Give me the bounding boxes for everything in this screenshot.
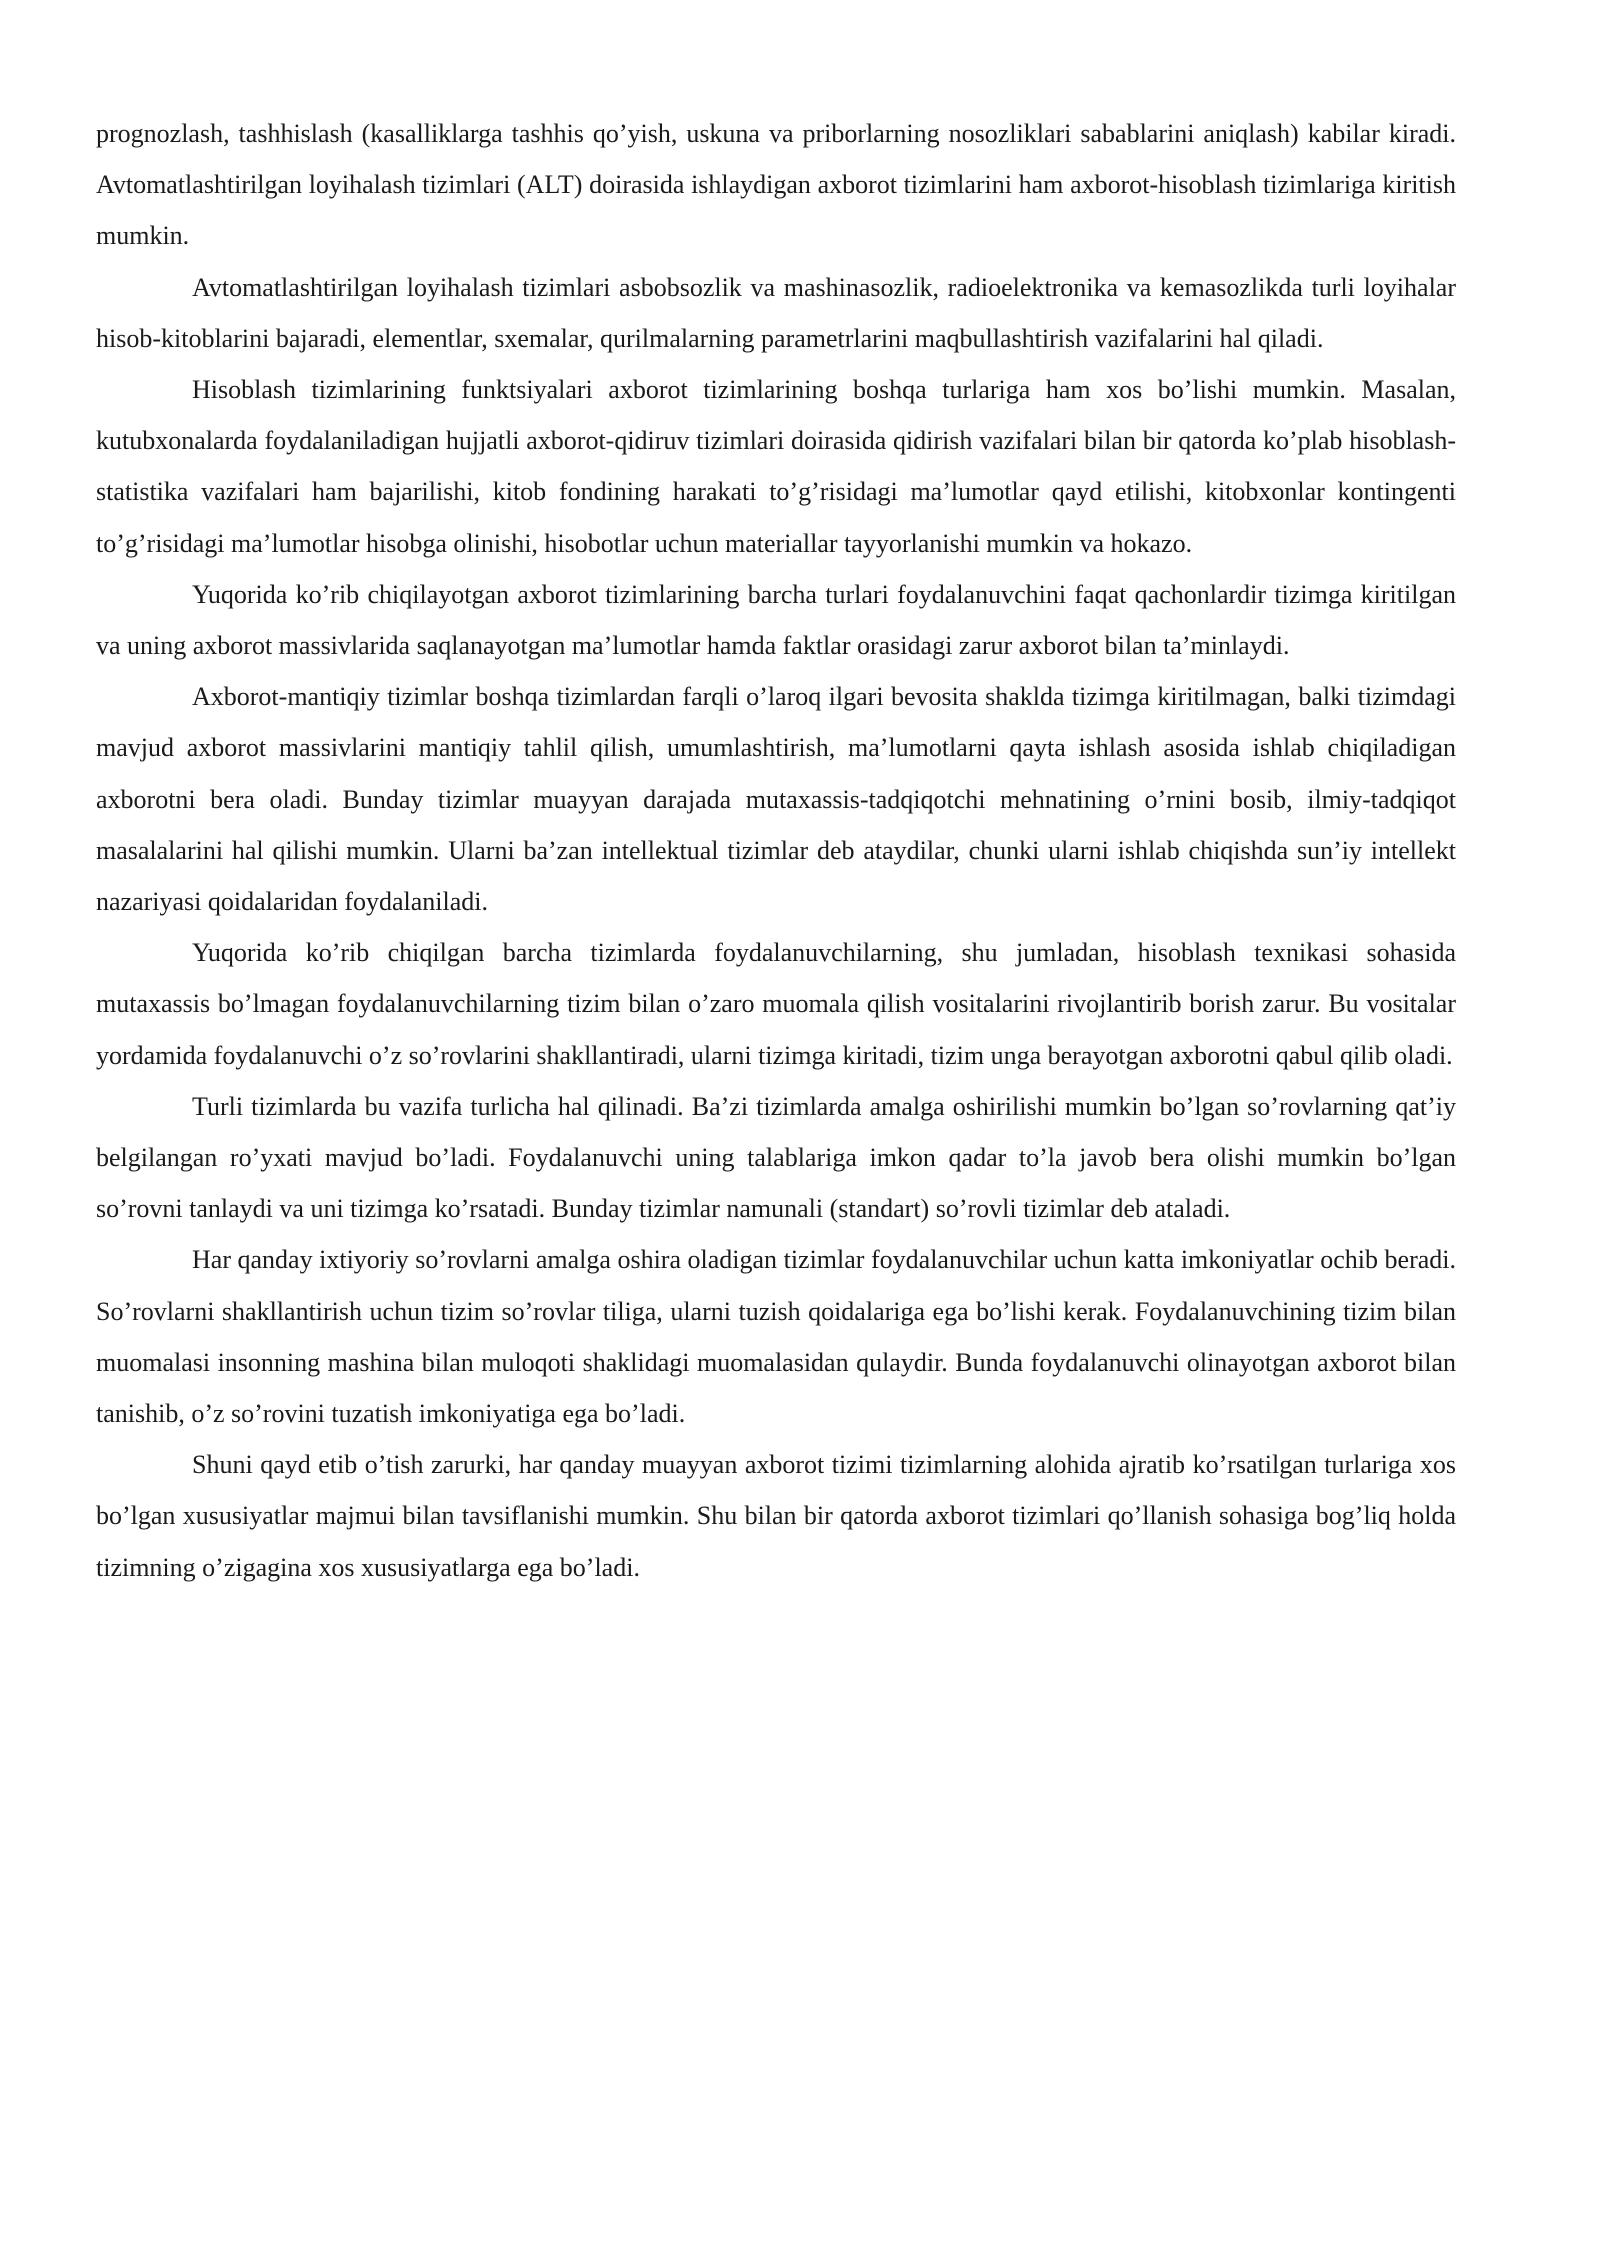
paragraph-3: Hisoblash tizimlarining funktsiyalari axborot tizimlarining boshqa turlariga ham xos bo’lishi mumkin. Masalan, kutubxonalarda foydalaniladigan hujjatli axborot-qidiruv tizimlari doirasida qidirish vazifalari bilan bir qatorda ko’plab hisoblash-statistika vazifalari ham bajarilishi, kitob fondining harakati to’g’risidagi ma’lumotlar qayd etilishi, kitobxonlar kontingenti to’g’risidagi ma’lumotlar hisobga olinishi, hisobotlar uchun materiallar tayyorlanishi mumkin va hokazo. [96,375,1456,558]
paragraph-1: prognozlash, tashhislash (kasalliklarga tashhis qo’yish, uskuna va priborlarning nosozliklari sabablarini aniqlash) kabilar kiradi. Avtomatlashtirilgan loyihalash tizimlari (ALT) doirasida ishlaydigan axborot tizimlarini ham axborot-hisoblash tizimlariga kiritish mumkin. [96,119,1456,251]
paragraph-5: Axborot-mantiqiy tizimlar boshqa tizimlardan farqli o’laroq ilgari bevosita shaklda tizimga kiritilmagan, balki tizimdagi mavjud axborot massivlarini mantiqiy tahlil qilish, umumlashtirish, ma’lumotlarni qayta ishlash asosida ishlab chiqiladigan axborotni bera oladi. Bunday tizimlar muayyan darajada mutaxassis-tadqiqotchi mehnatining o’rnini bosib, ilmiy-tadqiqot masalalarini hal qilishi mumkin. Ularni ba’zan intellektual tizimlar deb ataydilar, chunki ularni ishlab chiqishda sun’iy intellekt nazariyasi qoidalaridan foydalaniladi. [96,682,1456,917]
paragraph-7: Turli tizimlarda bu vazifa turlicha hal qilinadi. Ba’zi tizimlarda amalga oshirilishi mumkin bo’lgan so’rovlarning qat’iy belgilangan ro’yxati mavjud bo’ladi. Foydalanuvchi uning talablariga imkon qadar to’la javob bera olishi mumkin bo’lgan so’rovni tanlaydi va uni tizimga ko’rsatadi. Bunday tizimlar namunali (standart) so’rovli tizimlar deb ataladi. [96,1091,1456,1224]
paragraph-2: Avtomatlashtirilgan loyihalash tizimlari asbobsozlik va mashinasozlik, radioelektronika va kemasozlikda turli loyihalar hisob-kitoblarini bajaradi, elementlar, sxemalar, qurilmalarning parametrlarini maqbullashtirish vazifalarini hal qiladi. [96,272,1456,353]
paragraph-9: Shuni qayd etib o’tish zarurki, har qanday muayyan axborot tizimi tizimlarning alohida ajratib ko’rsatilgan turlariga xos bo’lgan xususiyatlar majmui bilan tavsiflanishi mumkin. Shu bilan bir qatorda axborot tizimlari qo’llanish sohasiga bog’liq holda tizimning o’zigagina xos xususiyatlarga ega bo’ladi. [96,1450,1456,1582]
paragraph-6: Yuqorida ko’rib chiqilgan barcha tizimlarda foydalanuvchilarning, shu jumladan, hisoblash texnikasi sohasida mutaxassis bo’lmagan foydalanuvchilarning tizim bilan o’zaro muomala qilish vositalarini rivojlantirib borish zarur. Bu vositalar yordamida foydalanuvchi o’z so’rovlarini shakllantiradi, ularni tizimga kiritadi, tizim unga berayotgan axborotni qabul qilib oladi. [96,938,1456,1070]
document-body [96,108,1456,1593]
paragraph-4: Yuqorida ko’rib chiqilayotgan axborot tizimlarining barcha turlari foydalanuvchini faqat qachonlardir tizimga kiritilgan va uning axborot massivlarida saqlanayotgan ma’lumotlar hamda faktlar orasidagi zarur axborot bilan ta’minlaydi. [96,579,1456,661]
paragraph-8: Har qanday ixtiyoriy so’rovlarni amalga oshira oladigan tizimlar foydalanuvchilar uchun katta imkoniyatlar ochib beradi. So’rovlarni shakllantirish uchun tizim so’rovlar tiliga, ularni tuzish qoidalariga ega bo’lishi kerak. Foydalanuvchining tizim bilan muomalasi insonning mashina bilan muloqoti shaklidagi muomalasidan qulaydir. Bunda foydalanuvchi olinayotgan axborot bilan tanishib, o’z so’rovini tuzatish imkoniyatiga ega bo’ladi. [96,1245,1456,1429]
